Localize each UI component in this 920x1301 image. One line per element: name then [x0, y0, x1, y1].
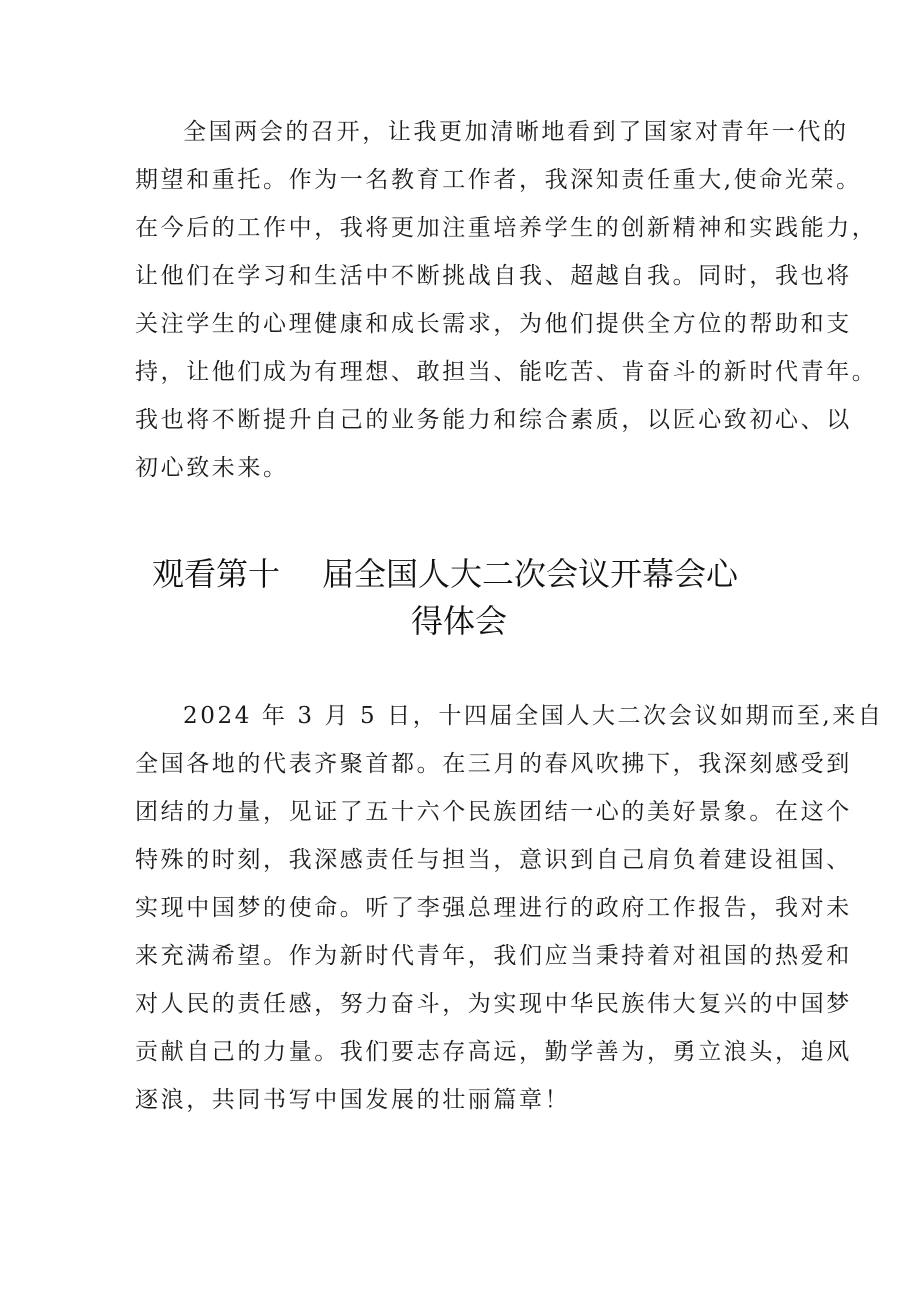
text-line: 我也将不断提升自己的业务能力和综合素质，以匠心致初心、以: [135, 407, 852, 433]
text-line: 持，让他们成为有理想、敢担当、能吃苦、肯奋斗的新时代青年。: [135, 359, 878, 385]
title-line-2: 得体会: [411, 602, 508, 640]
text-line: 让他们在学习和生活中不断挑战自我、超越自我。同时，我也将: [135, 263, 852, 289]
text-line: 贡献自己的力量。我们要志存高远，勤学善为，勇立浪头，追风: [135, 1039, 852, 1065]
title-line-1-part-2: 届全国人大二次会议开幕会心: [322, 555, 739, 593]
text-line: 全国两会的召开，让我更加清晰地看到了国家对青年一代的: [183, 119, 849, 145]
text-line: 期望和重托。作为一名教育工作者，我深知责任重大,使命光荣。: [135, 167, 862, 193]
text-line: 全国各地的代表齐聚首都。在三月的春风吹拂下，我深刻感受到: [135, 751, 852, 777]
text-line: 在今后的工作中，我将更加注重培养学生的创新精神和实践能力，: [135, 215, 878, 241]
text-line: 特殊的时刻，我深感责任与担当，意识到自己肩负着建设祖国、: [135, 847, 852, 873]
text-line: 关注学生的心理健康和成长需求，为他们提供全方位的帮助和支: [135, 311, 852, 337]
title-line-1-part-1: 观看第十: [152, 555, 281, 593]
text-line: 逐浪，共同书写中国发展的壮丽篇章！: [135, 1087, 571, 1113]
text-line: 来充满希望。作为新时代青年，我们应当秉持着对祖国的热爱和: [135, 943, 852, 969]
text-line: 实现中国梦的使命。听了李强总理进行的政府工作报告，我对未: [135, 895, 852, 921]
text-line: 团结的力量，见证了五十六个民族团结一心的美好景象。在这个: [135, 799, 852, 825]
text-line: 对人民的责任感，努力奋斗，为实现中华民族伟大复兴的中国梦: [135, 991, 852, 1017]
text-line: 2024 年 3 月 5 日，十四届全国人大二次会议如期而至,来自: [183, 703, 884, 729]
text-line: 初心致未来。: [135, 455, 289, 481]
